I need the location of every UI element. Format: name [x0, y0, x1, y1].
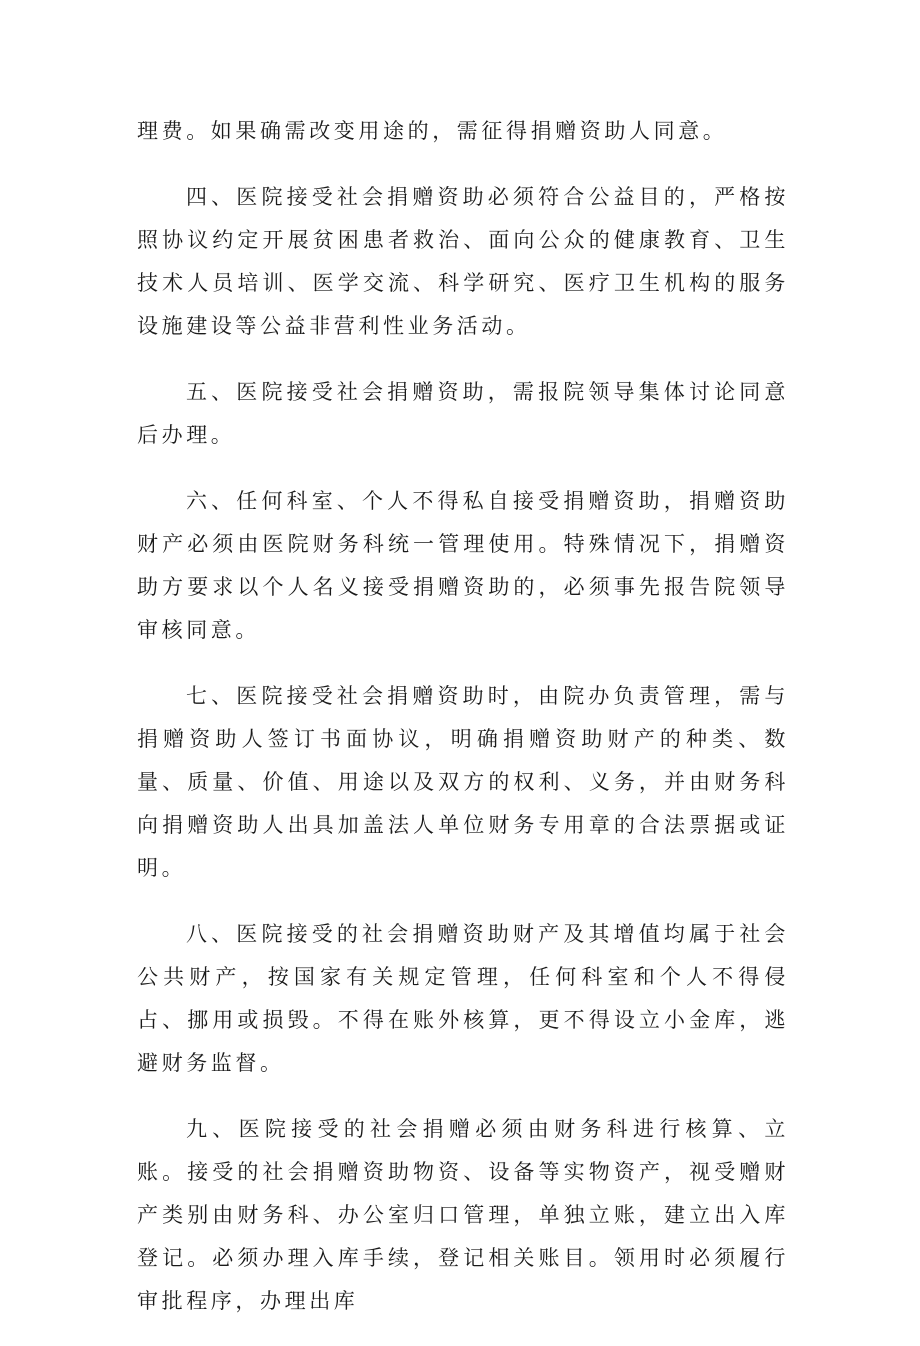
paragraph-item-7: 七、医院接受社会捐赠资助时，由院办负责管理，需与捐赠资助人签订书面协议，明确捐赠资助财产的种类、数量、质量、价值、用途以及双方的权利、义务，并由财务科向捐赠资助人出具加盖法人单位财务专用章的合法票据或证明。: [137, 684, 789, 880]
paragraph-item-9: 九、医院接受的社会捐赠必须由财务科进行核算、立账。接受的社会捐赠资助物资、设备等实物资产，视受赠财产类别由财务科、办公室归口管理，单独立账，建立出入库登记。必须办理入库手续，登记相关账目。领用时必须履行审批程序，办理出库: [137, 1117, 789, 1313]
paragraph-item-5: 五、医院接受社会捐赠资助，需报院领导集体讨论同意后办理。: [137, 380, 789, 447]
paragraph-item-4: 四、医院接受社会捐赠资助必须符合公益目的，严格按照协议约定开展贫困患者救治、面向公众的健康教育、卫生技术人员培训、医学交流、科学研究、医疗卫生机构的服务设施建设等公益非营利性业务活动。: [137, 185, 789, 338]
document-body: [137, 110, 789, 1346]
paragraph-item-8: 八、医院接受的社会捐赠资助财产及其增值均属于社会公共财产，按国家有关规定管理，任何科室和个人不得侵占、挪用或损毁。不得在账外核算，更不得设立小金库，逃避财务监督。: [137, 922, 789, 1075]
paragraph-item-6: 六、任何科室、个人不得私自接受捐赠资助，捐赠资助财产必须由医院财务科统一管理使用。特殊情况下，捐赠资助方要求以个人名义接受捐赠资助的，必须事先报告院领导审核同意。: [137, 489, 789, 642]
paragraph-continued: 理费。如果确需改变用途的，需征得捐赠资助人同意。: [137, 119, 728, 143]
